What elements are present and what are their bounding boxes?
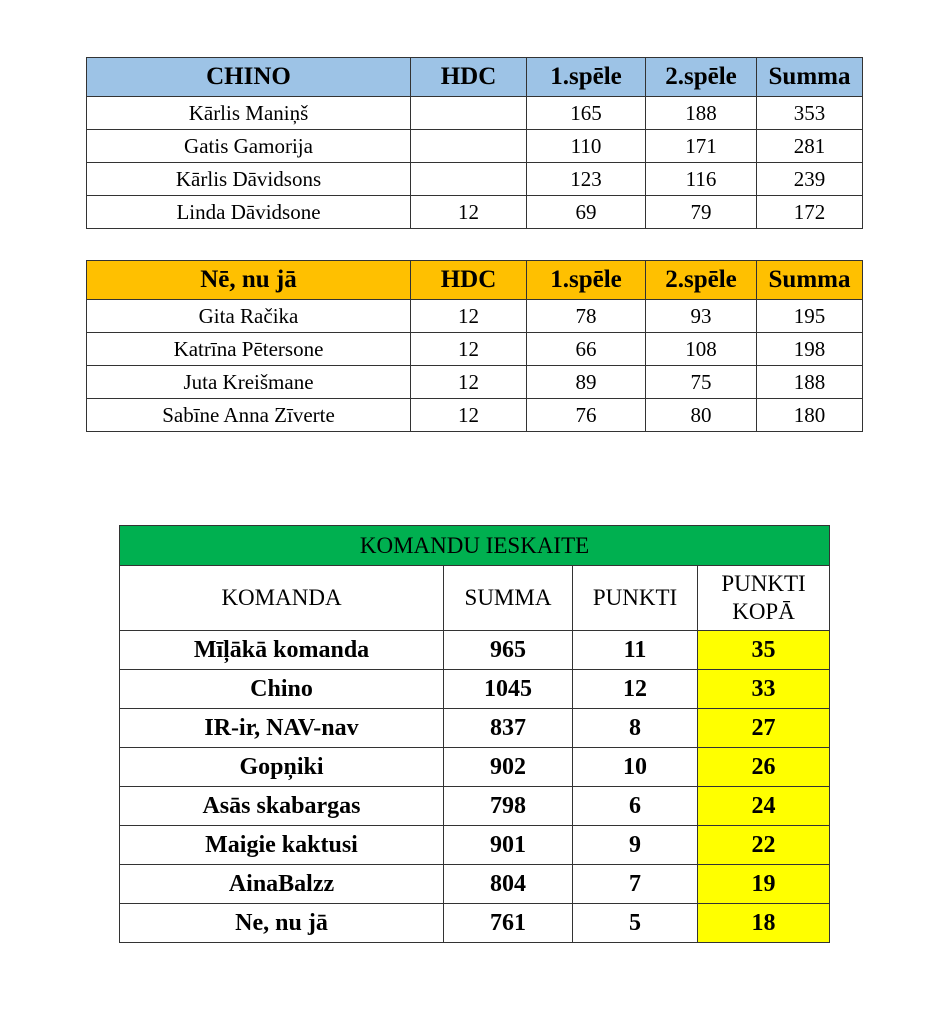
standings-title: KOMANDU IESKAITE [120,526,830,566]
hdc-header: HDC [411,58,527,97]
team-sum: 804 [444,865,573,904]
chino-team-table [86,57,863,229]
team-name: Chino [120,670,444,709]
team-total-points: 18 [698,904,830,943]
player-sum: 195 [757,300,863,333]
team-total-points: 24 [698,787,830,826]
team-sum: 1045 [444,670,573,709]
table-row [87,196,863,229]
game2-header: 2.spēle [646,261,757,300]
team-total-points: 19 [698,865,830,904]
player-name: Kārlis Maniņš [87,97,411,130]
player-hdc: 12 [411,333,527,366]
table-row [87,399,863,432]
player-game1: 66 [527,333,646,366]
sum-header: Summa [757,261,863,300]
team-name-header: Nē, nu jā [87,261,411,300]
points-header: PUNKTI [573,566,698,631]
player-game2: 93 [646,300,757,333]
team-points: 7 [573,865,698,904]
table-header-row [87,261,863,300]
player-game2: 116 [646,163,757,196]
player-game2: 75 [646,366,757,399]
player-game1: 78 [527,300,646,333]
player-name: Gatis Gamorija [87,130,411,163]
team-name: AinaBalzz [120,865,444,904]
table-row [87,130,863,163]
player-hdc: 12 [411,300,527,333]
player-game2: 171 [646,130,757,163]
table-row [120,709,830,748]
team-name-header: CHINO [87,58,411,97]
table-row [87,333,863,366]
player-game1: 89 [527,366,646,399]
player-sum: 188 [757,366,863,399]
team-name: Asās skabargas [120,787,444,826]
player-game2: 188 [646,97,757,130]
player-game2: 79 [646,196,757,229]
table-row [120,904,830,943]
sum-header: SUMMA [444,566,573,631]
player-hdc: 12 [411,196,527,229]
team-points: 12 [573,670,698,709]
player-sum: 353 [757,97,863,130]
team-total-points: 26 [698,748,830,787]
player-game2: 108 [646,333,757,366]
team-sum: 798 [444,787,573,826]
team-points: 9 [573,826,698,865]
player-sum: 172 [757,196,863,229]
table-row [87,163,863,196]
team-name: IR-ir, NAV-nav [120,709,444,748]
team-points: 5 [573,904,698,943]
table-row [120,865,830,904]
ne-nu-ja-team-table [86,260,863,432]
player-name: Kārlis Dāvidsons [87,163,411,196]
team-header: KOMANDA [120,566,444,631]
team-points: 8 [573,709,698,748]
player-game1: 76 [527,399,646,432]
player-name: Gita Račika [87,300,411,333]
table-row [120,748,830,787]
team-total-points: 33 [698,670,830,709]
player-hdc [411,130,527,163]
standings-header-row [120,566,830,631]
player-game1: 69 [527,196,646,229]
player-sum: 198 [757,333,863,366]
team-points: 11 [573,631,698,670]
player-hdc [411,163,527,196]
standings-title-row [120,526,830,566]
player-name: Linda Dāvidsone [87,196,411,229]
team-sum: 761 [444,904,573,943]
table-row [120,631,830,670]
table-row [87,300,863,333]
team-name: Ne, nu jā [120,904,444,943]
player-game1: 165 [527,97,646,130]
game1-header: 1.spēle [527,58,646,97]
team-sum: 902 [444,748,573,787]
total-points-header: PUNKTI KOPĀ [698,566,830,631]
team-points: 10 [573,748,698,787]
player-name: Juta Kreišmane [87,366,411,399]
player-game1: 123 [527,163,646,196]
table-row [120,787,830,826]
hdc-header: HDC [411,261,527,300]
player-name: Katrīna Pētersone [87,333,411,366]
player-name: Sabīne Anna Zīverte [87,399,411,432]
team-sum: 901 [444,826,573,865]
team-standings-table [119,525,830,943]
team-total-points: 22 [698,826,830,865]
table-header-row [87,58,863,97]
player-sum: 180 [757,399,863,432]
player-game1: 110 [527,130,646,163]
team-name: Maigie kaktusi [120,826,444,865]
table-row [87,97,863,130]
team-total-points: 27 [698,709,830,748]
game1-header: 1.spēle [527,261,646,300]
table-row [120,670,830,709]
team-name: Gopņiki [120,748,444,787]
team-sum: 837 [444,709,573,748]
player-hdc [411,97,527,130]
team-total-points: 35 [698,631,830,670]
sum-header: Summa [757,58,863,97]
player-game2: 80 [646,399,757,432]
team-points: 6 [573,787,698,826]
player-hdc: 12 [411,399,527,432]
team-sum: 965 [444,631,573,670]
table-row [87,366,863,399]
table-row [120,826,830,865]
game2-header: 2.spēle [646,58,757,97]
team-name: Mīļākā komanda [120,631,444,670]
player-sum: 239 [757,163,863,196]
player-hdc: 12 [411,366,527,399]
player-sum: 281 [757,130,863,163]
